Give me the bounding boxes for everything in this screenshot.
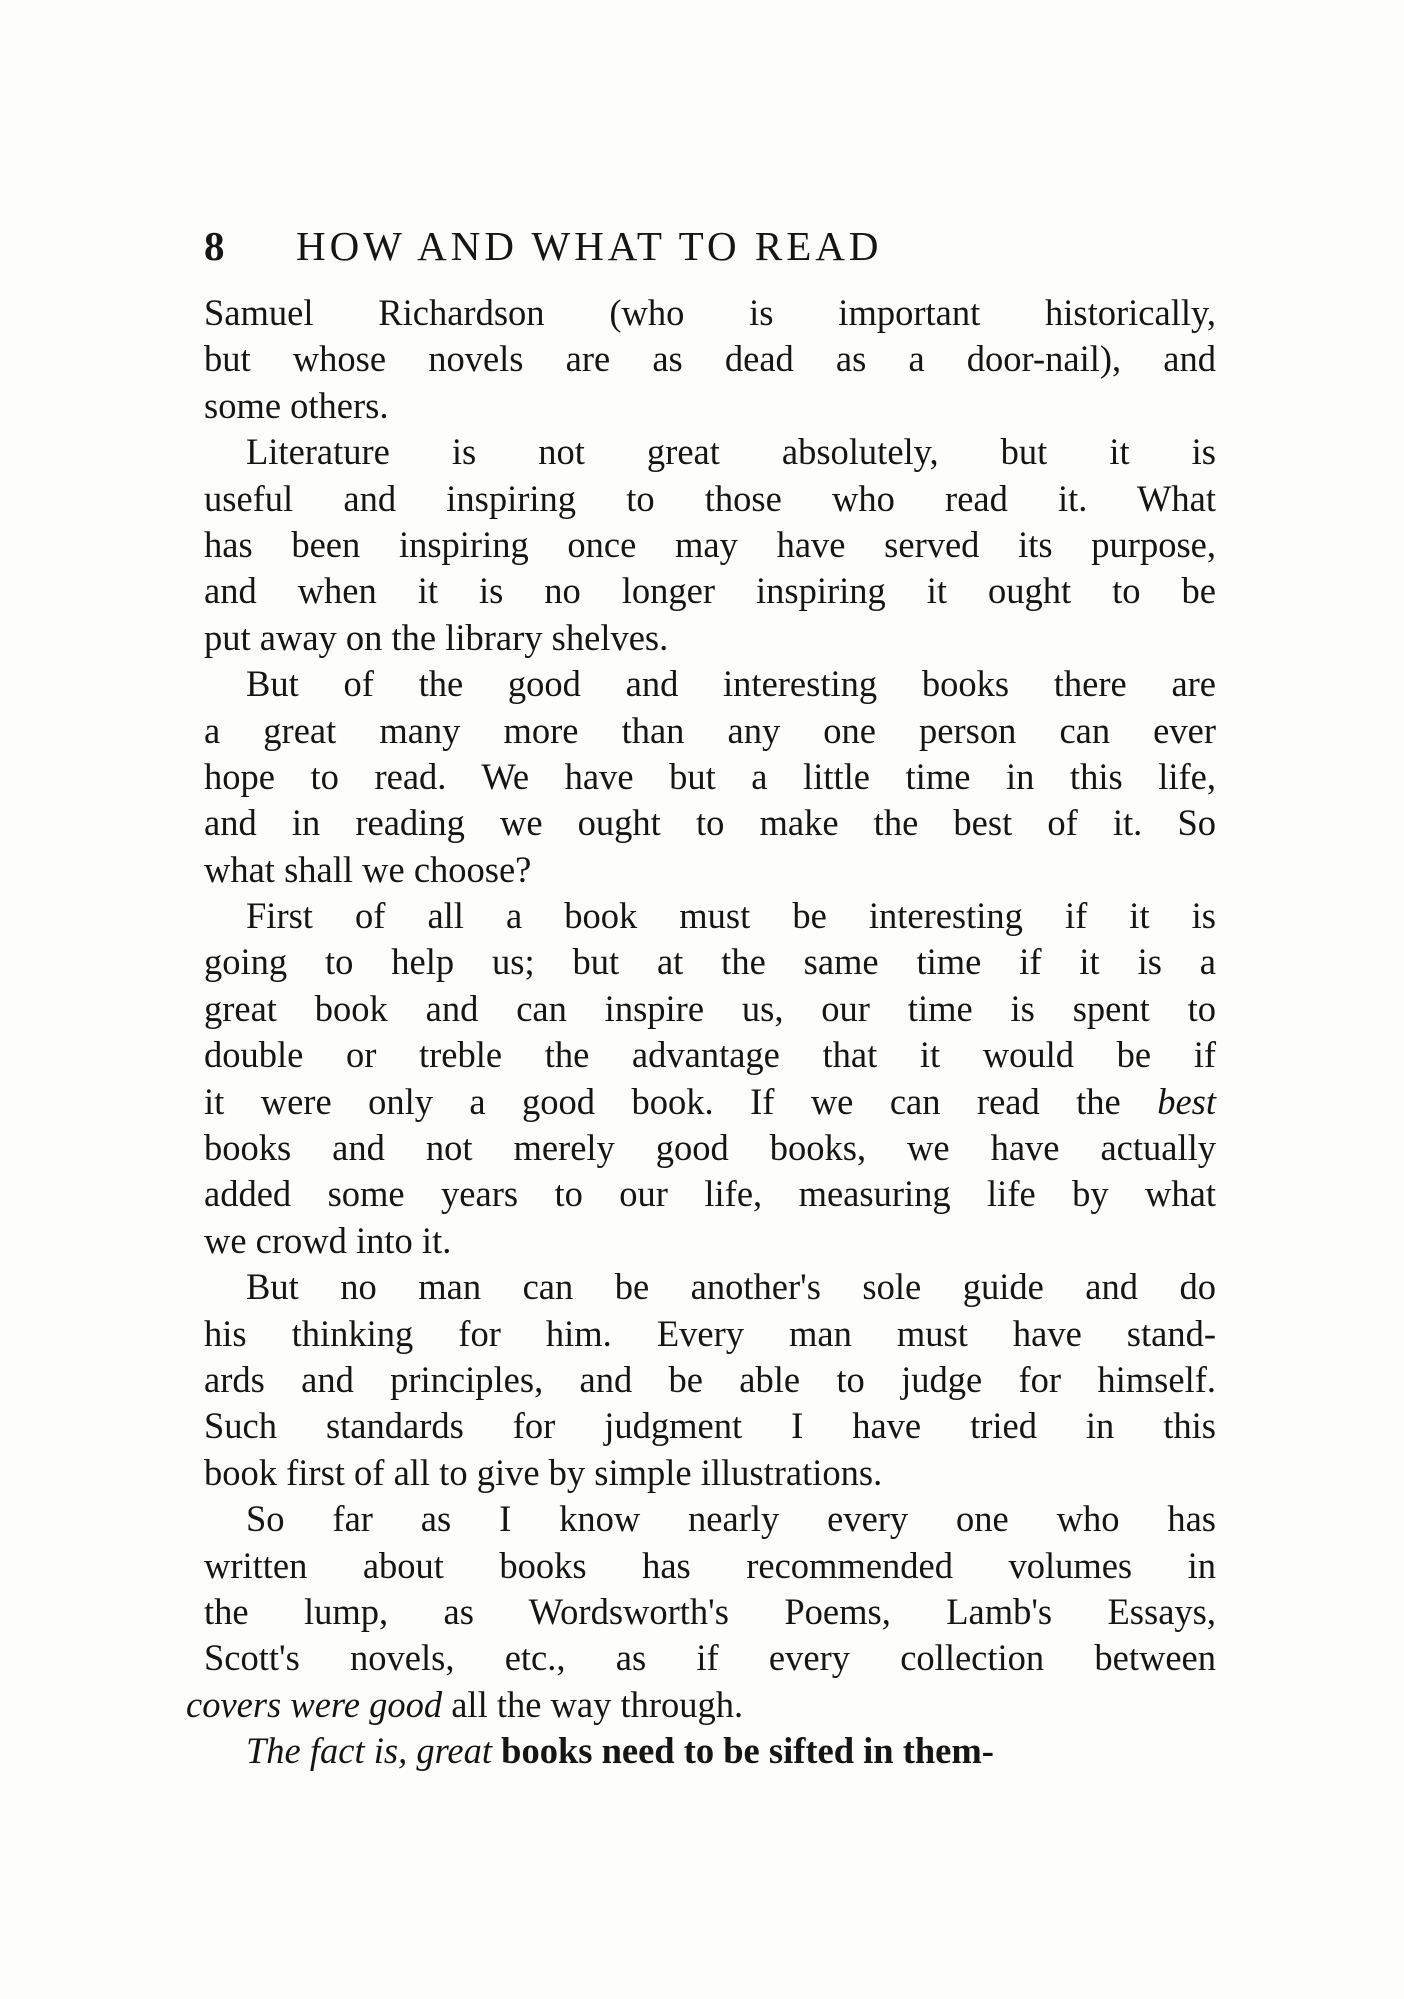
- paragraph-first-line: First of all a book must be interesting if it is: [246, 895, 1216, 937]
- line-text: books need to be sifted in them-: [492, 1730, 994, 1772]
- text-line: added some years to our life, measuring life by what: [204, 1173, 1216, 1215]
- text-line: a great many more than any one person can ever: [204, 709, 1216, 751]
- text-line: going to help us; but at the same time if it is a: [204, 941, 1216, 983]
- text-line: has been inspiring once may have served its purpose,: [204, 523, 1216, 565]
- body-text: [186, 290, 1216, 1775]
- emphasis-text: covers were good: [186, 1683, 443, 1725]
- text-line: great book and can inspire us, our time is spent to: [204, 987, 1216, 1029]
- page-number: 8: [204, 223, 228, 269]
- text-line: written about books has recommended volumes in: [204, 1544, 1216, 1586]
- emphasis-text: best: [1157, 1080, 1216, 1122]
- paragraph-first-line: [204, 1728, 1216, 1774]
- text-line: [186, 1682, 1216, 1728]
- text-line: put away on the library shelves.: [204, 616, 669, 658]
- text-line: useful and inspiring to those who read it. What: [204, 477, 1216, 519]
- text-line: but whose novels are as dead as a door-nail), and: [204, 338, 1216, 380]
- paragraph-first-line: Literature is not great absolutely, but it is: [246, 431, 1216, 473]
- line-text: it were only a good book. If we can read the: [204, 1080, 1158, 1122]
- text-line: and when it is no longer inspiring it ought to be: [204, 570, 1216, 612]
- running-head-title: HOW AND WHAT TO READ: [296, 223, 883, 269]
- text-line: Samuel Richardson (who is important historically,: [204, 292, 1216, 333]
- text-line: his thinking for him. Every man must have stand-: [204, 1312, 1216, 1354]
- text-line: Such standards for judgment I have tried in this: [204, 1405, 1216, 1447]
- text-line: double or treble the advantage that it would be if: [204, 1034, 1216, 1076]
- text-line: book first of all to give by simple illustrations.: [204, 1451, 883, 1493]
- running-head: [204, 222, 1216, 278]
- text-line: and in reading we ought to make the best of it. So: [204, 802, 1216, 844]
- text-line: books and not merely good books, we have actually: [204, 1127, 1216, 1169]
- text-line: ards and principles, and be able to judge for himself.: [204, 1358, 1216, 1400]
- text-line: [204, 1079, 1216, 1125]
- text-line: the lump, as Wordsworth's Poems, Lamb's Essays,: [204, 1590, 1216, 1632]
- line-text: all the way through.: [442, 1683, 744, 1725]
- emphasis-text: The fact is, great: [246, 1730, 493, 1772]
- text-line: some others.: [204, 384, 389, 426]
- text-line: we crowd into it.: [204, 1219, 452, 1261]
- text-line: what shall we choose?: [204, 848, 532, 890]
- text-line: hope to read. We have but a little time in this life,: [204, 755, 1216, 797]
- book-page: [186, 222, 1216, 1775]
- paragraph-first-line: So far as I know nearly every one who has: [246, 1498, 1216, 1540]
- paragraph-first-line: But no man can be another's sole guide and do: [246, 1266, 1216, 1308]
- text-line: Scott's novels, etc., as if every collection between: [204, 1637, 1216, 1679]
- paragraph-first-line: But of the good and interesting books there are: [246, 663, 1216, 705]
